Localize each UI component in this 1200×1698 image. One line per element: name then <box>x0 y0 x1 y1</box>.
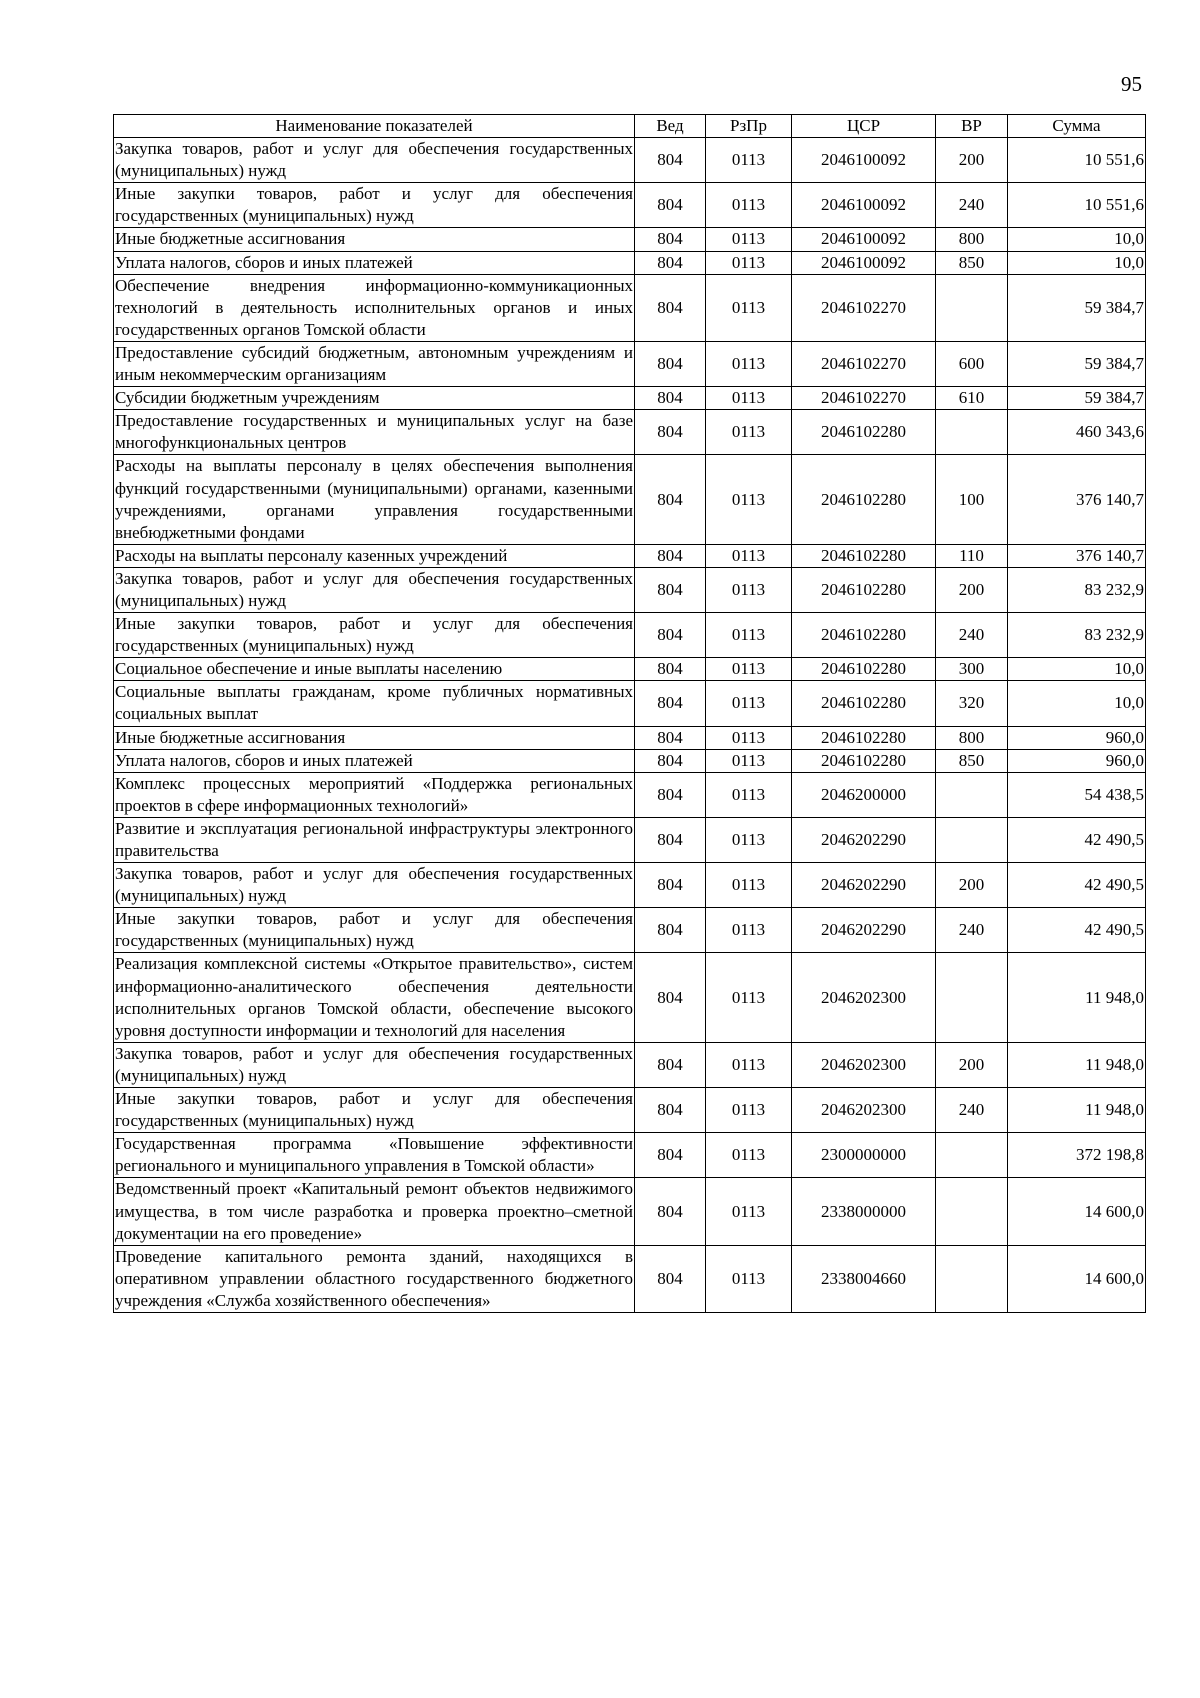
cell-sum: 460 343,6 <box>1008 410 1146 455</box>
table-row <box>114 1042 1146 1087</box>
cell-rzpr: 0113 <box>706 772 792 817</box>
cell-csr: 2046100092 <box>792 251 936 274</box>
table-row <box>114 726 1146 749</box>
table-row <box>114 817 1146 862</box>
cell-csr: 2046102280 <box>792 658 936 681</box>
cell-rzpr: 0113 <box>706 1042 792 1087</box>
cell-rzpr: 0113 <box>706 953 792 1042</box>
cell-sum: 59 384,7 <box>1008 341 1146 386</box>
cell-csr: 2046102270 <box>792 274 936 341</box>
cell-csr: 2046202290 <box>792 817 936 862</box>
cell-name: Расходы на выплаты персоналу казенных учреждений <box>114 544 635 567</box>
cell-vr: 200 <box>936 1042 1008 1087</box>
cell-ved: 804 <box>635 817 706 862</box>
header-rzpr: РзПр <box>706 115 792 138</box>
cell-vr <box>936 1245 1008 1312</box>
cell-name: Социальное обеспечение и иные выплаты населению <box>114 658 635 681</box>
table-row <box>114 613 1146 658</box>
cell-name: Развитие и эксплуатация региональной инфраструктуры электронного правительства <box>114 817 635 862</box>
cell-rzpr: 0113 <box>706 387 792 410</box>
cell-ved: 804 <box>635 613 706 658</box>
cell-ved: 804 <box>635 726 706 749</box>
table-header <box>114 115 1146 138</box>
header-name: Наименование показателей <box>114 115 635 138</box>
page-number: 95 <box>1121 72 1142 96</box>
cell-rzpr: 0113 <box>706 410 792 455</box>
table-row <box>114 1245 1146 1312</box>
cell-csr: 2338000000 <box>792 1178 936 1245</box>
cell-rzpr: 0113 <box>706 274 792 341</box>
cell-name: Уплата налогов, сборов и иных платежей <box>114 749 635 772</box>
cell-sum: 376 140,7 <box>1008 455 1146 544</box>
cell-ved: 804 <box>635 251 706 274</box>
cell-rzpr: 0113 <box>706 183 792 228</box>
cell-csr: 2046202290 <box>792 908 936 953</box>
cell-rzpr: 0113 <box>706 228 792 251</box>
cell-sum: 10,0 <box>1008 681 1146 726</box>
cell-name: Закупка товаров, работ и услуг для обеспечения государственных (муниципальных) нужд <box>114 138 635 183</box>
table-row <box>114 251 1146 274</box>
cell-rzpr: 0113 <box>706 1245 792 1312</box>
cell-sum: 42 490,5 <box>1008 908 1146 953</box>
cell-name: Уплата налогов, сборов и иных платежей <box>114 251 635 274</box>
table-row <box>114 908 1146 953</box>
cell-ved: 804 <box>635 658 706 681</box>
cell-vr: 240 <box>936 908 1008 953</box>
cell-rzpr: 0113 <box>706 817 792 862</box>
cell-vr <box>936 817 1008 862</box>
header-sum: Сумма <box>1008 115 1146 138</box>
cell-vr <box>936 274 1008 341</box>
cell-vr <box>936 1133 1008 1178</box>
cell-ved: 804 <box>635 1088 706 1133</box>
cell-csr: 2300000000 <box>792 1133 936 1178</box>
cell-ved: 804 <box>635 274 706 341</box>
cell-sum: 11 948,0 <box>1008 1042 1146 1087</box>
cell-rzpr: 0113 <box>706 658 792 681</box>
cell-name: Иные бюджетные ассигнования <box>114 726 635 749</box>
cell-ved: 804 <box>635 183 706 228</box>
cell-ved: 804 <box>635 138 706 183</box>
cell-ved: 804 <box>635 1178 706 1245</box>
cell-name: Социальные выплаты гражданам, кроме публичных нормативных социальных выплат <box>114 681 635 726</box>
cell-vr: 800 <box>936 726 1008 749</box>
table-row <box>114 274 1146 341</box>
table-row <box>114 658 1146 681</box>
cell-name: Предоставление государственных и муниципальных услуг на базе многофункциональных центров <box>114 410 635 455</box>
cell-name: Государственная программа «Повышение эффективности регионального и муниципального управления в Томской области» <box>114 1133 635 1178</box>
table-row <box>114 138 1146 183</box>
table-row <box>114 544 1146 567</box>
header-ved: Вед <box>635 115 706 138</box>
cell-sum: 960,0 <box>1008 749 1146 772</box>
cell-sum: 10,0 <box>1008 658 1146 681</box>
table-row <box>114 410 1146 455</box>
cell-vr: 600 <box>936 341 1008 386</box>
cell-rzpr: 0113 <box>706 681 792 726</box>
cell-name: Комплекс процессных мероприятий «Поддержка региональных проектов в сфере информационных технологий» <box>114 772 635 817</box>
header-vr: ВР <box>936 115 1008 138</box>
cell-vr: 240 <box>936 183 1008 228</box>
cell-name: Обеспечение внедрения информационно-коммуникационных технологий в деятельность исполнительных органов и иных государственных органов Томской области <box>114 274 635 341</box>
cell-vr: 200 <box>936 863 1008 908</box>
cell-ved: 804 <box>635 341 706 386</box>
table-row <box>114 749 1146 772</box>
cell-csr: 2338004660 <box>792 1245 936 1312</box>
table-row <box>114 455 1146 544</box>
cell-ved: 804 <box>635 1042 706 1087</box>
table-row <box>114 341 1146 386</box>
cell-name: Предоставление субсидий бюджетным, автономным учреждениям и иным некоммерческим организациям <box>114 341 635 386</box>
cell-sum: 14 600,0 <box>1008 1178 1146 1245</box>
cell-vr: 610 <box>936 387 1008 410</box>
cell-csr: 2046102280 <box>792 567 936 612</box>
cell-vr <box>936 410 1008 455</box>
cell-name: Закупка товаров, работ и услуг для обеспечения государственных (муниципальных) нужд <box>114 863 635 908</box>
cell-rzpr: 0113 <box>706 567 792 612</box>
cell-csr: 2046202300 <box>792 953 936 1042</box>
cell-sum: 59 384,7 <box>1008 274 1146 341</box>
cell-ved: 804 <box>635 749 706 772</box>
cell-csr: 2046102280 <box>792 455 936 544</box>
cell-vr <box>936 953 1008 1042</box>
table-row <box>114 387 1146 410</box>
table-row <box>114 1088 1146 1133</box>
budget-table <box>113 114 1146 1313</box>
cell-ved: 804 <box>635 681 706 726</box>
table-row <box>114 863 1146 908</box>
cell-sum: 42 490,5 <box>1008 817 1146 862</box>
cell-vr: 200 <box>936 138 1008 183</box>
cell-sum: 11 948,0 <box>1008 953 1146 1042</box>
cell-name: Ведомственный проект «Капитальный ремонт объектов недвижимого имущества, в том числе разработка и проверка проектно–сметной документации на его проведение» <box>114 1178 635 1245</box>
cell-sum: 14 600,0 <box>1008 1245 1146 1312</box>
cell-rzpr: 0113 <box>706 908 792 953</box>
cell-vr: 240 <box>936 613 1008 658</box>
cell-vr: 200 <box>936 567 1008 612</box>
header-csr: ЦСР <box>792 115 936 138</box>
table-body <box>114 138 1146 1313</box>
cell-ved: 804 <box>635 772 706 817</box>
cell-csr: 2046102280 <box>792 613 936 658</box>
cell-csr: 2046202290 <box>792 863 936 908</box>
table-row <box>114 681 1146 726</box>
cell-sum: 10,0 <box>1008 251 1146 274</box>
cell-sum: 11 948,0 <box>1008 1088 1146 1133</box>
cell-rzpr: 0113 <box>706 1178 792 1245</box>
cell-csr: 2046102270 <box>792 387 936 410</box>
cell-csr: 2046100092 <box>792 183 936 228</box>
cell-rzpr: 0113 <box>706 1088 792 1133</box>
cell-name: Закупка товаров, работ и услуг для обеспечения государственных (муниципальных) нужд <box>114 567 635 612</box>
cell-ved: 804 <box>635 953 706 1042</box>
cell-csr: 2046102280 <box>792 681 936 726</box>
cell-csr: 2046202300 <box>792 1042 936 1087</box>
cell-csr: 2046102280 <box>792 544 936 567</box>
cell-rzpr: 0113 <box>706 544 792 567</box>
cell-csr: 2046202300 <box>792 1088 936 1133</box>
cell-rzpr: 0113 <box>706 138 792 183</box>
cell-name: Реализация комплексной системы «Открытое правительство», систем информационно-аналитического обеспечения деятельности исполнительных органов Томской области, обеспечение высокого уровня доступности информации и технологий для населения <box>114 953 635 1042</box>
cell-vr: 850 <box>936 251 1008 274</box>
cell-rzpr: 0113 <box>706 863 792 908</box>
cell-csr: 2046100092 <box>792 228 936 251</box>
table-row <box>114 772 1146 817</box>
cell-vr: 800 <box>936 228 1008 251</box>
cell-vr <box>936 1178 1008 1245</box>
cell-ved: 804 <box>635 908 706 953</box>
cell-vr: 100 <box>936 455 1008 544</box>
header-row <box>114 115 1146 138</box>
cell-rzpr: 0113 <box>706 341 792 386</box>
cell-rzpr: 0113 <box>706 749 792 772</box>
cell-ved: 804 <box>635 455 706 544</box>
cell-ved: 804 <box>635 567 706 612</box>
cell-sum: 960,0 <box>1008 726 1146 749</box>
table-row <box>114 228 1146 251</box>
cell-rzpr: 0113 <box>706 251 792 274</box>
cell-name: Закупка товаров, работ и услуг для обеспечения государственных (муниципальных) нужд <box>114 1042 635 1087</box>
cell-sum: 10 551,6 <box>1008 183 1146 228</box>
cell-name: Иные бюджетные ассигнования <box>114 228 635 251</box>
cell-ved: 804 <box>635 387 706 410</box>
cell-ved: 804 <box>635 1133 706 1178</box>
cell-rzpr: 0113 <box>706 613 792 658</box>
cell-name: Иные закупки товаров, работ и услуг для обеспечения государственных (муниципальных) нужд <box>114 183 635 228</box>
cell-csr: 2046102280 <box>792 726 936 749</box>
cell-csr: 2046200000 <box>792 772 936 817</box>
cell-name: Субсидии бюджетным учреждениям <box>114 387 635 410</box>
cell-ved: 804 <box>635 410 706 455</box>
cell-rzpr: 0113 <box>706 455 792 544</box>
cell-name: Проведение капитального ремонта зданий, находящихся в оперативном управлении областного государственного бюджетного учреждения «Служба хозяйственного обеспечения» <box>114 1245 635 1312</box>
cell-name: Иные закупки товаров, работ и услуг для обеспечения государственных (муниципальных) нужд <box>114 1088 635 1133</box>
cell-vr <box>936 772 1008 817</box>
cell-sum: 372 198,8 <box>1008 1133 1146 1178</box>
cell-sum: 54 438,5 <box>1008 772 1146 817</box>
cell-vr: 240 <box>936 1088 1008 1133</box>
cell-ved: 804 <box>635 863 706 908</box>
cell-ved: 804 <box>635 228 706 251</box>
cell-sum: 42 490,5 <box>1008 863 1146 908</box>
cell-sum: 10,0 <box>1008 228 1146 251</box>
cell-vr: 110 <box>936 544 1008 567</box>
cell-rzpr: 0113 <box>706 726 792 749</box>
table-row <box>114 183 1146 228</box>
cell-csr: 2046102270 <box>792 341 936 386</box>
cell-sum: 59 384,7 <box>1008 387 1146 410</box>
cell-sum: 83 232,9 <box>1008 613 1146 658</box>
cell-sum: 376 140,7 <box>1008 544 1146 567</box>
table-row <box>114 1178 1146 1245</box>
cell-name: Иные закупки товаров, работ и услуг для обеспечения государственных (муниципальных) нужд <box>114 908 635 953</box>
cell-vr: 850 <box>936 749 1008 772</box>
cell-ved: 804 <box>635 1245 706 1312</box>
cell-rzpr: 0113 <box>706 1133 792 1178</box>
cell-vr: 300 <box>936 658 1008 681</box>
cell-vr: 320 <box>936 681 1008 726</box>
cell-sum: 83 232,9 <box>1008 567 1146 612</box>
cell-csr: 2046102280 <box>792 749 936 772</box>
table-row <box>114 567 1146 612</box>
cell-sum: 10 551,6 <box>1008 138 1146 183</box>
cell-ved: 804 <box>635 544 706 567</box>
cell-csr: 2046100092 <box>792 138 936 183</box>
table-row <box>114 1133 1146 1178</box>
table-row <box>114 953 1146 1042</box>
cell-csr: 2046102280 <box>792 410 936 455</box>
cell-name: Расходы на выплаты персоналу в целях обеспечения выполнения функций государственными (муниципальными) органами, казенными учреждениями, органами управления государственными внебюджетными фондами <box>114 455 635 544</box>
cell-name: Иные закупки товаров, работ и услуг для обеспечения государственных (муниципальных) нужд <box>114 613 635 658</box>
